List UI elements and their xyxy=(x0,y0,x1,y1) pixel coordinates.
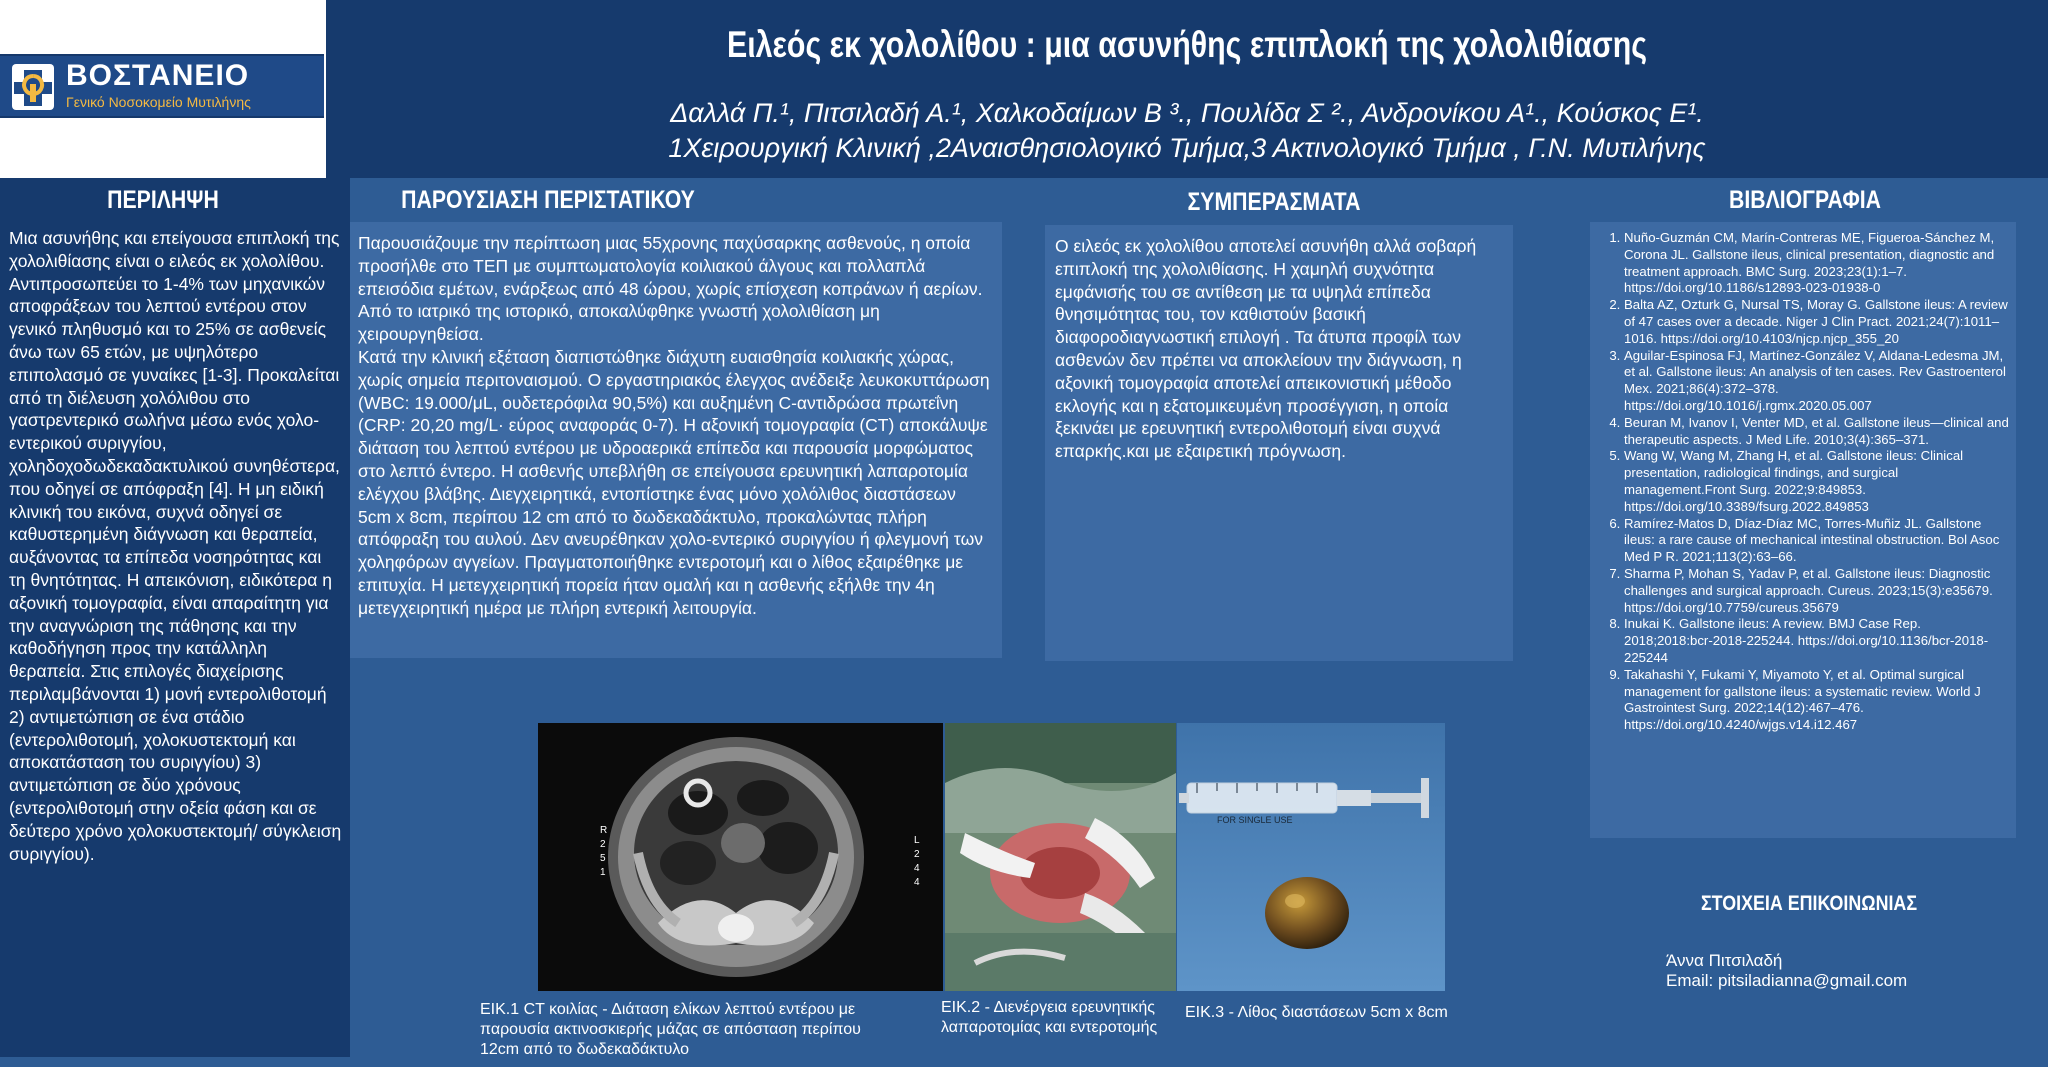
summary-column xyxy=(0,178,350,1057)
gallstone-photo xyxy=(1177,723,1445,991)
poster-header xyxy=(326,0,2048,178)
case-box xyxy=(350,222,1002,658)
surgery-photo xyxy=(945,723,1176,991)
reference-item: 1. Nuño-Guzmán CM, Marín-Contreras ME, Figueroa-Sánchez M, Corona JL. Gallstone ileus, clinical presentation, diagnostic and treatment approach. BMC Surg. 2023;23(1):1–7. https://doi.org/10.1186/s12893-023-01938-0 xyxy=(1624,230,2010,297)
references-list xyxy=(1600,230,2010,734)
conclusions-heading: ΣΥΜΠΕΡΑΣΜΑΤΑ xyxy=(1187,188,1361,216)
reference-item: 4. Beuran M, Ivanov I, Venter MD, et al. Gallstone ileus—clinical and therapeutic aspects. J Med Life. 2010;3(4):365–371. xyxy=(1624,415,2010,449)
figure-1-caption: ΕΙΚ.1 CT κοιλίας - Διάταση ελίκων λεπτού εντέρου με παρουσία ακτινοσκιερής μάζας σε απόσταση περίπου 12cm από το δωδεκαδάκτυλο xyxy=(480,1001,861,1058)
reference-item: 5. Wang W, Wang M, Zhang H, et al. Gallstone ileus: Clinical presentation, radiological findings, and surgical management.Front Surg. 2022;9:849853. https://doi.org/10.3389/fsurg.2022.849853 xyxy=(1624,448,2010,515)
ct-scan-illustration xyxy=(538,723,943,991)
poster-title: Ειλεός εκ χολολίθου : μια ασυνήθης επιπλοκή της χολολιθίασης xyxy=(726,24,1648,65)
logo-name: ΒΟΣΤΑΝΕΙΟ xyxy=(66,59,250,92)
ct-label-right-2: 4 xyxy=(914,863,920,874)
ct-scan-image xyxy=(538,723,943,991)
summary-text: Μια ασυνήθης και επείγουσα επιπλοκή της χολολιθίασης είναι ο ειλεός εκ χολολίθου. Αντιπροσωπεύει το 1-4% των μηχανικών αποφράξεων του λεπτού εντέρου στον γενικό πληθυσμό και το 25% σε ασθενείς άνω των 65 ετών, με υψηλότερο επιπολασμό σε γυναίκες [1-3]. Προκαλείται από τη διέλευση χολόλιθου στο γαστρεντερικό σωλήνα μέσω ενός χολο-εντερικού συριγγίου, χοληδοχοδωδεκαδακτυλικού συνηθέστερα, που οδηγεί σε απόφραξη [4]. Η μη ειδική κλινική του εικόνα, συχνά οδηγεί σε καθυστερημένη διάγνωση και θεραπεία, αυξάνοντας τα επίπεδα νοσηρότητας και τη θνητότητας. Η απεικόνιση, ειδικότερα η αξονική τομογραφία, είναι απαραίτητη για την αναγνώριση της πάθησης και την καθοδήγηση προς την κατάλληλη θεραπεία. Στις επιλογές διαχείρισης περιλαμβάνονται 1) μονή εντερολιθοτομή 2) αντιμετώπιση σε ένα στάδιο (εντερολιθοτομή, χολοκυστεκτομή και αποκατάσταση του συριγγίου) 3) αντιμετώπιση σε δύο χρόνους (εντερολιθοτομή στην οξεία φάση και σε δεύτερο χρόνο χολοκυστεκτομή/ σύγκλειση συριγγίου). xyxy=(9,228,342,864)
affiliations-line: 1Χειρουργική Κλινική ,2Αναισθησιολογικό Τμήμα,3 Ακτινολογικό Τμήμα , Γ.Ν. Μυτιλήνης xyxy=(668,133,1706,163)
contact-email: Email: pitsiladianna@gmail.com xyxy=(1666,971,1908,990)
ct-label-left-3: 1 xyxy=(600,867,606,878)
conclusions-text: Ο ειλεός εκ χολολίθου αποτελεί ασυνήθη αλλά σοβαρή επιπλοκή της χολολιθίασης. Η χαμηλή συχνότητα εμφάνισής του σε αντίθεση με τα υψηλά επίπεδα θνησιμότητας του, τον καθιστούν βασική διαφοροδιαγνωστική επιλογή . Τα άτυπα προφίλ των ασθενών δεν πρέπει να αποκλείουν την διάγνωση, η αξονική τομογραφία αποτελεί απεικονιστική μέθοδο εκλογής και η εξατομικευμένη προσέγγιση, η οποία ξεκινάει με ερευνητική εντερολιθοτομή είναι συχνά επαρκής.και με εξαιρετική πρόγνωση. xyxy=(1055,236,1477,462)
figure-3-caption: ΕΙΚ.3 - Λίθος διαστάσεων 5cm x 8cm xyxy=(1185,1004,1448,1021)
hospital-cross-icon xyxy=(10,62,56,112)
reference-item: 7. Sharma P, Mohan S, Yadav P, et al. Gallstone ileus: Diagnostic challenges and surgical approach. Cureus. 2023;15(3):e35679. https://doi.org/10.7759/cureus.35679 xyxy=(1624,566,2010,616)
surgery-illustration xyxy=(945,723,1176,991)
references-heading: ΒΙΒΛΙΟΓΡΑΦΙΑ xyxy=(1728,186,1882,214)
syringe-label: FOR SINGLE USE xyxy=(1217,815,1293,825)
reference-item: 2. Balta AZ, Ozturk G, Nursal TS, Moray G. Gallstone ileus: A review of 47 cases over a decade. Niger J Clin Pract. 2021;24(7):1011–1016. https://doi.org/10.4103/njcp.njcp_355_20 xyxy=(1624,297,2010,347)
contact-name: Άννα Πιτσιλαδή xyxy=(1666,951,1783,970)
case-text: Παρουσιάζουμε την περίπτωση μιας 55χρονης παχύσαρκης ασθενούς, η οποία προσήλθε στο ΤΕΠ με συμπτωματολογία κοιλιακού άλγους και πολλαπλά επεισόδια εμέτων, ενάρξεως από 48 ώρου, χωρίς επίσχεση κοπράνων ή αερίων. Από το ιατρικό της ιστορικό, αποκαλύφθηκε γνωστή χολολιθίαση μη χειρουργηθείσα. Κατά την κλινική εξέταση διαπιστώθηκε διάχυτη ευαισθησία κοιλιακής χώρας, χωρίς σημεία περιτοναισμού. Ο εργαστηριακός έλεγχος ανέδειξε λευκοκυττάρωση (WBC: 19.000/μL, ουδετερόφιλα 90,5%) και αυξημένη C-αντιδρώσα πρωτεΐνη (CRP: 20,20 mg/L· εύρος αναφοράς 0-7). Η αξονική τομογραφία (CT) αποκάλυψε διάταση του λεπτού εντέρου με υδροαερικά επίπεδα και παρουσία μορφώματος στο λεπτό έντερο. Η ασθενής υπεβλήθη σε επείγουσα ερευνητική λαπαροτομία ελέγχου βλάβης. Διεγχειρητικά, εντοπίστηκε ένας μόνο χολόλιθος διαστάσεων 5cm x 8cm, περίπου 12 cm από το δωδεκαδάκτυλο, προκαλώντας πλήρη απόφραξη του αυλού. Δεν ανευρέθηκαν χολο-εντερικό συριγγίου ή φλεγμονή των χοληφόρων αγγείων. Πραγματοποιήθηκε εντεροτομή και ο λίθος εξαιρέθηκε με επιτυχία. Η μετεγχειρητική πορεία ήταν ομαλή και η ασθενής εξήλθε την 4η μετεγχειρητική ημέρα με πλήρη εντερική λειτουργία. xyxy=(358,233,990,618)
figure-2-caption: ΕΙΚ.2 - Διενέργεια ερευνητικής λαπαροτομίας και εντεροτομής xyxy=(941,999,1158,1036)
logo-subtitle: Γενικό Νοσοκομείο Μυτιλήνης xyxy=(66,94,251,110)
reference-item: 9. Takahashi Y, Fukami Y, Miyamoto Y, et al. Optimal surgical management for gallstone ileus: a systematic review. World J Gastrointest Surg. 2022;14(12):467–476. https://doi.org/10.4240/wjgs.v14.i12.467 xyxy=(1624,667,2010,734)
reference-item: 3. Aguilar-Espinosa FJ, Martínez-González V, Aldana-Ledesma JM, et al. Gallstone ileus: An analysis of ten cases. Rev Gastroenterol Mex. 2021;86(4):372–378. https://doi.org/10.1016/j.rgmx.2020.05.007 xyxy=(1624,348,2010,415)
gallstone-illustration xyxy=(1177,723,1445,991)
hospital-logo xyxy=(0,54,324,118)
ct-label-right-3: 4 xyxy=(914,877,920,888)
logo-area xyxy=(0,0,326,178)
ct-label-right-0: L xyxy=(914,835,920,846)
case-heading: ΠΑΡΟΥΣΙΑΣΗ ΠΕΡΙΣΤΑΤΙΚΟΥ xyxy=(401,186,695,214)
reference-item: 6. Ramírez-Matos D, Díaz-Díaz MC, Torres-Muñiz JL. Gallstone ileus: a rare cause of mechanical intestinal obstruction. Bol Asoc Med P R. 2021;113(2):63–66. xyxy=(1624,516,2010,566)
ct-label-left-0: R xyxy=(600,825,608,836)
authors-line: Δαλλά Π.¹, Πιτσιλαδή Α.¹, Χαλκοδαίμων Β ³., Πουλίδα Σ ²., Ανδρονίκου Α¹., Κούσκος Ε¹. xyxy=(670,98,1704,128)
ct-label-right-1: 2 xyxy=(914,849,920,860)
conclusions-box xyxy=(1045,225,1513,661)
reference-item: 8. Inukai K. Gallstone ileus: A review. BMJ Case Rep. 2018;2018:bcr-2018-225244. https://doi.org/10.1136/bcr-2018-225244 xyxy=(1624,616,2010,666)
references-box xyxy=(1590,222,2016,838)
summary-heading: ΠΕΡΙΛΗΨΗ xyxy=(107,186,219,214)
ct-label-left-1: 2 xyxy=(600,839,606,850)
ct-label-left-2: 5 xyxy=(600,853,606,864)
contact-heading: ΣΤΟΙΧΕΙΑ ΕΠΙΚΟΙΝΩΝΙΑΣ xyxy=(1700,892,1918,915)
